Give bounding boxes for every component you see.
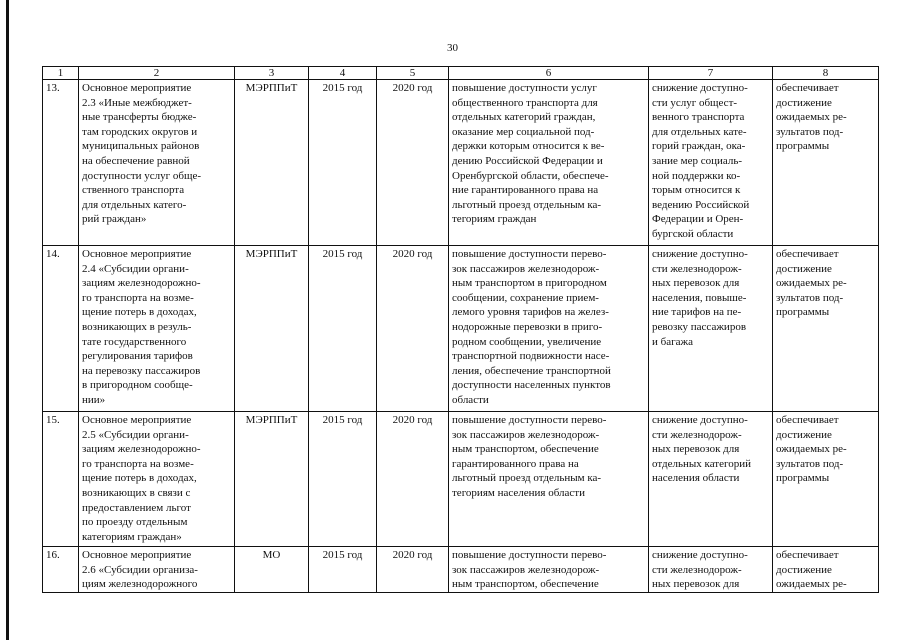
consequences-text: снижение доступно- сти железнодорож- ных перевозок для xyxy=(652,549,748,591)
consequences-text: снижение доступно- сти железнодорож- ных перевозок для населения, повыше- ние тарифов на пе- ревозку пассажиров и багажа xyxy=(652,248,748,348)
responsible-executor: МЭРППиТ xyxy=(235,412,309,547)
table-row xyxy=(43,412,879,547)
table-row xyxy=(43,246,879,412)
column-number: 1 xyxy=(43,67,79,80)
column-number: 6 xyxy=(449,67,649,80)
table-row xyxy=(43,80,879,246)
expected-result: повышение доступности перево- зок пассажиров железнодорож- ным транспортом в пригородном сообщении, сохранение прием- лемого уровня тарифов на желез- нодорожные перевозки в приго- родном сообщении, увеличение транспортной подвижности насе- ления, обеспечение транспортной доступности населенных пунктов области xyxy=(452,248,611,406)
column-number: 8 xyxy=(773,67,879,80)
consequences-text: снижение доступно- сти услуг общест- венного транспорта для отдельных кате- горий граждан, ока- зание мер социаль- ной поддержки ко- торым относится к ведению Российской Федерации и Орен- бургской области xyxy=(652,82,750,240)
start-year: 2015 год xyxy=(309,547,377,593)
link-to-indicators: обеспечивает достижение ожидаемых ре- зультатов под- программы xyxy=(776,414,847,485)
end-year: 2020 год xyxy=(377,246,449,412)
start-year: 2015 год xyxy=(309,412,377,547)
measures-table xyxy=(42,66,879,593)
end-year: 2020 год xyxy=(377,547,449,593)
table-row xyxy=(43,547,879,593)
row-number: 14. xyxy=(43,246,79,412)
measure-name: Основное мероприятие 2.4 «Субсидии органи- зациям железнодорожно- го транспорта на возме- щение потерь в доходах, возникающих в резуль- тате государственного регулирования тарифов на перевозку пассажиров в пригородном сообще- нии» xyxy=(82,248,201,406)
row-number: 13. xyxy=(43,80,79,246)
column-number: 5 xyxy=(377,67,449,80)
column-number: 3 xyxy=(235,67,309,80)
end-year: 2020 год xyxy=(377,80,449,246)
measure-name: Основное мероприятие 2.5 «Субсидии органи- зациям железнодорожно- го транспорта на возме- щение потерь в доходах, возникающих в связи с предоставлением льгот по проезду отдельным категориям граждан» xyxy=(82,414,201,543)
link-to-indicators: обеспечивает достижение ожидаемых ре- зультатов под- программы xyxy=(776,82,847,153)
page-number: 30 xyxy=(447,42,458,54)
responsible-executor: МЭРППиТ xyxy=(235,80,309,246)
start-year: 2015 год xyxy=(309,80,377,246)
column-number: 2 xyxy=(79,67,235,80)
start-year: 2015 год xyxy=(309,246,377,412)
consequences-text: снижение доступно- сти железнодорож- ных перевозок для отдельных категорий населения области xyxy=(652,414,752,485)
expected-result: повышение доступности перево- зок пассажиров железнодорож- ным транспортом, обеспечение гарантированного права на льготный проезд отдельным ка- тегориям населения области xyxy=(452,414,607,499)
end-year: 2020 год xyxy=(377,412,449,547)
link-to-indicators: обеспечивает достижение ожидаемых ре- зультатов под- программы xyxy=(776,248,847,319)
scan-edge-line xyxy=(6,0,9,640)
responsible-executor: МО xyxy=(235,547,309,593)
link-to-indicators: обеспечивает достижение ожидаемых ре- xyxy=(776,549,847,591)
measure-name: Основное мероприятие 2.6 «Субсидии организа- циям железнодорожного xyxy=(82,549,198,591)
row-number: 16. xyxy=(43,547,79,593)
expected-result: повышение доступности перево- зок пассажиров железнодорож- ным транспортом, обеспечение xyxy=(452,549,607,591)
column-number: 4 xyxy=(309,67,377,80)
column-number: 7 xyxy=(649,67,773,80)
column-number-row xyxy=(43,67,879,80)
responsible-executor: МЭРППиТ xyxy=(235,246,309,412)
measure-name: Основное мероприятие 2.3 «Иные межбюджет- ные трансферты бюдже- там городских округов и муниципальных районов на обеспечение равной доступности услуг обще- ственного транспорта для отдельных катего- рий граждан» xyxy=(82,82,202,226)
expected-result: повышение доступности услуг общественного транспорта для отдельных категорий граждан, оказание мер социальной под- держки которым относится к ве- дению Российской Федерации и Оренбургской области, обеспече- ние гарантированного права на льготный проезд отдельным ка- тегориям граждан xyxy=(452,82,609,226)
row-number: 15. xyxy=(43,412,79,547)
